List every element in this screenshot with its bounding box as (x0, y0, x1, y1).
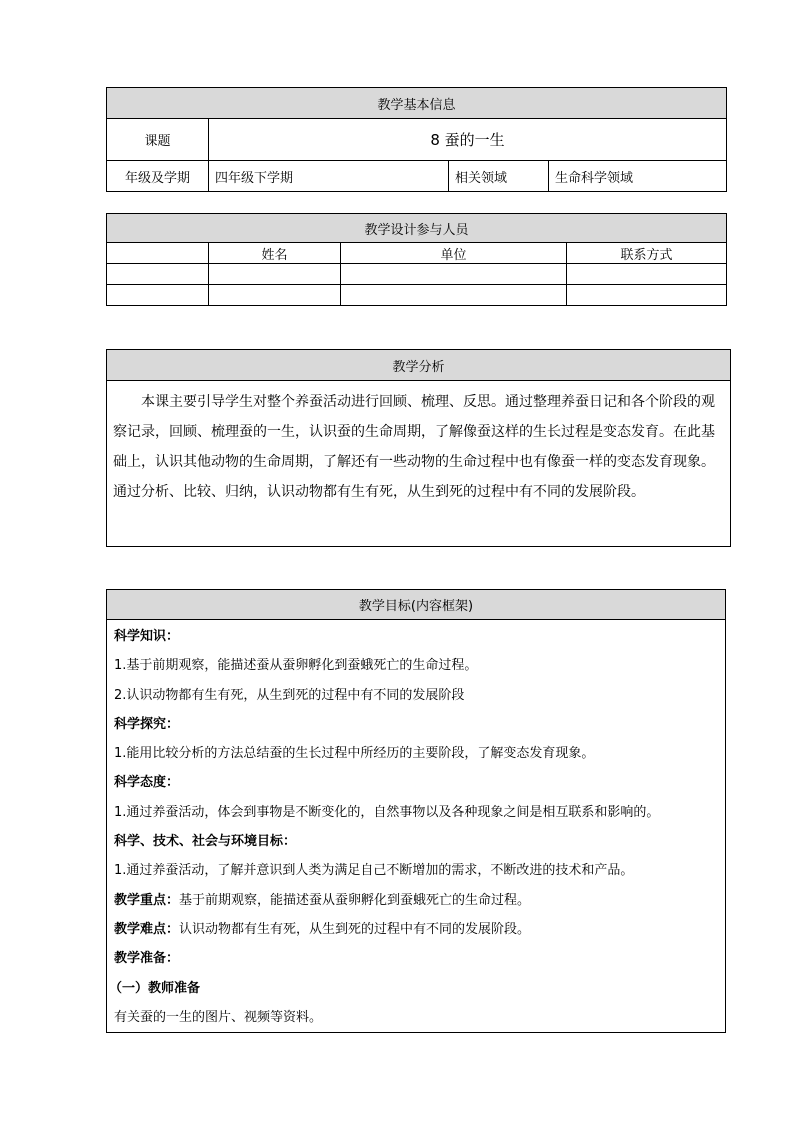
difficulty-label: 教学难点： (114, 921, 180, 937)
participants-col-header (107, 243, 209, 264)
table-cell (107, 264, 209, 285)
key-label: 教学重点： (114, 892, 180, 908)
analysis-text: 本课主要引导学生对整个养蚕活动进行回顾、梳理、反思。通过整理养蚕日记和各个阶段的观察记录，回顾、梳理蚕的一生，认识蚕的生命周期，了解像蚕这样的生长过程是变态发育。在此基础上，认识其他动物的生命周期，了解还有一些动物的生命过程中也有像蚕一样的变态发育现象。通过分析、比较、归纳，认识动物都有生有死，从生到死的过程中有不同的发展阶段。 (107, 381, 731, 547)
domain-label: 相关领域 (449, 161, 549, 192)
participants-col-header: 联系方式 (567, 243, 727, 264)
table-cell (567, 285, 727, 306)
basic-info-table (106, 87, 727, 192)
teacher-prep-text: 有关蚕的一生的图片、视频等资料。 (114, 1009, 323, 1025)
inquiry-item: 1.能用比较分析的方法总结蚕的生长过程中所经历的主要阶段，了解变态发育现象。 (114, 746, 595, 762)
basic-info-header: 教学基本信息 (107, 88, 727, 119)
participants-header: 教学设计参与人员 (107, 214, 727, 243)
knowledge-item: 1.基于前期观察，能描述蚕从蚕卵孵化到蚕蛾死亡的生命过程。 (114, 658, 478, 674)
grade-value: 四年级下学期 (209, 161, 449, 192)
topic-label: 课题 (107, 119, 209, 161)
table-cell (567, 264, 727, 285)
goals-header: 教学目标(内容框架) (107, 590, 726, 620)
prep-title: 教学准备： (114, 951, 180, 967)
stse-title: 科学、技术、社会与环境目标： (114, 834, 297, 850)
stse-item: 1.通过养蚕活动，了解并意识到人类为满足自己不断增加的需求，不断改进的技术和产品。 (114, 863, 634, 879)
knowledge-title: 科学知识： (114, 629, 180, 644)
key-text: 基于前期观察，能描述蚕从蚕卵孵化到蚕蛾死亡的生命过程。 (179, 892, 531, 908)
analysis-header: 教学分析 (107, 350, 731, 381)
table-cell (341, 264, 567, 285)
key-point (107, 886, 725, 915)
goals-table (106, 589, 726, 1033)
knowledge-item: 2.认识动物都有生有死，从生到死的过程中有不同的发展阶段 (114, 687, 465, 703)
inquiry-title: 科学探究： (114, 716, 180, 732)
table-cell (209, 285, 341, 306)
difficulty-text: 认识动物都有生有死，从生到死的过程中有不同的发展阶段。 (179, 921, 531, 937)
topic-value: 8 蚕的一生 (209, 119, 727, 161)
table-row (107, 264, 727, 285)
domain-value: 生命科学领域 (549, 161, 727, 192)
table-cell (107, 285, 209, 306)
analysis-table (106, 349, 731, 547)
table-cell (209, 264, 341, 285)
grade-label: 年级及学期 (107, 161, 209, 192)
participants-table (106, 213, 727, 306)
attitude-title: 科学态度： (114, 775, 180, 791)
participants-col-header: 单位 (341, 243, 567, 264)
goals-content (107, 620, 726, 1033)
difficulty-point (107, 915, 725, 944)
attitude-item: 1.通过养蚕活动，体会到事物是不断变化的，自然事物以及各种现象之间是相互联系和影响的。 (114, 804, 660, 820)
participants-col-header: 姓名 (209, 243, 341, 264)
table-row (107, 285, 727, 306)
table-cell (341, 285, 567, 306)
teacher-prep-title: （一）教师准备 (109, 980, 201, 996)
